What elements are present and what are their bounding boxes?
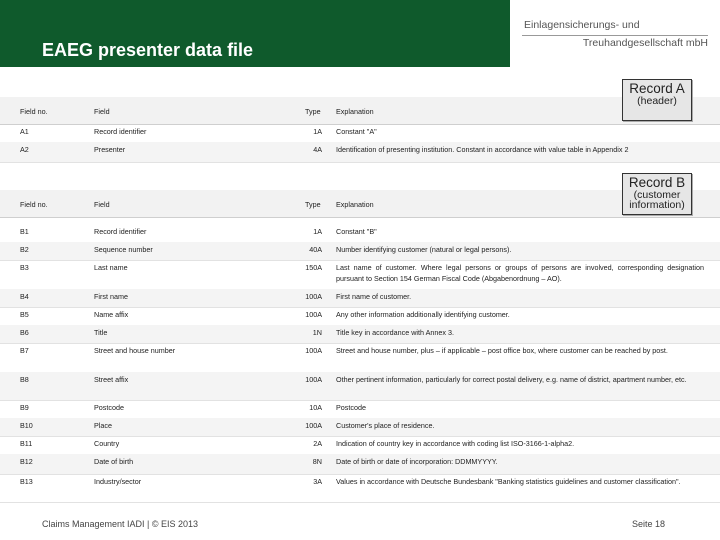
field-no-cell: B7 xyxy=(20,346,29,355)
field-cell: Name affix xyxy=(94,310,129,319)
column-header-field-no: Field no. xyxy=(20,107,48,116)
table-row xyxy=(0,454,720,475)
field-cell: Industry/sector xyxy=(94,477,142,486)
explanation-cell: First name of customer. xyxy=(336,292,412,301)
explanation-cell: Indication of country key in accordance with coding list ISO-3166-1-alpha2. xyxy=(336,439,575,448)
field-no-cell: A1 xyxy=(20,127,29,136)
field-cell: Sequence number xyxy=(94,245,153,254)
explanation-cell: Other pertinent information, particularly for correct postal delivery, e.g. name of district, apartment number, etc. xyxy=(336,375,687,384)
field-no-cell: B9 xyxy=(20,403,29,412)
explanation-cell: Title key in accordance with Annex 3. xyxy=(336,328,454,337)
table-row xyxy=(0,142,720,163)
field-no-cell: B2 xyxy=(20,245,29,254)
field-no-cell: B6 xyxy=(20,328,29,337)
field-cell: Street and house number xyxy=(94,346,176,355)
explanation-cell: Postcode xyxy=(336,403,366,412)
field-cell: Record identifier xyxy=(94,227,147,236)
type-cell: 40A xyxy=(309,245,322,254)
column-header-explanation: Explanation xyxy=(336,107,374,116)
field-cell: Postcode xyxy=(94,403,124,412)
record-a-subtitle: (header) xyxy=(637,95,677,107)
table-row xyxy=(0,418,720,437)
field-no-cell: B12 xyxy=(20,457,33,466)
column-header-type: Type xyxy=(305,200,321,209)
column-header-field: Field xyxy=(94,200,110,209)
type-cell: 1N xyxy=(312,328,322,337)
type-cell: 100A xyxy=(305,421,322,430)
field-cell: Date of birth xyxy=(94,457,134,466)
column-header-field: Field xyxy=(94,107,110,116)
record-b-subtitle: (customer information) xyxy=(629,189,685,211)
record-b-title: Record B xyxy=(628,175,686,190)
explanation-cell: Constant "B" xyxy=(336,227,377,236)
type-cell: 100A xyxy=(305,375,322,384)
table-row xyxy=(0,372,720,401)
explanation-cell: Street and house number, plus – if applicable – post office box, where customer can be reached by post. xyxy=(336,346,668,355)
table-row xyxy=(0,289,720,308)
type-cell: 100A xyxy=(305,310,322,319)
type-cell: 1A xyxy=(313,127,322,136)
field-no-cell: A2 xyxy=(20,145,29,154)
type-cell: 2A xyxy=(313,439,322,448)
field-cell: Title xyxy=(94,328,108,337)
type-cell: 1A xyxy=(313,227,322,236)
field-cell: Last name xyxy=(94,263,128,272)
table-row xyxy=(0,400,720,419)
company-logo xyxy=(522,14,710,50)
field-no-cell: B3 xyxy=(20,263,29,272)
type-cell: 3A xyxy=(313,477,322,486)
record-a-column-headers xyxy=(0,104,720,125)
record-b-column-headers xyxy=(0,197,720,218)
field-no-cell: B4 xyxy=(20,292,29,301)
table-row xyxy=(0,260,720,290)
type-cell: 100A xyxy=(305,292,322,301)
explanation-cell: Values in accordance with Deutsche Bundesbank "Banking statistics guidelines and customer classification". xyxy=(336,477,681,486)
type-cell: 150A xyxy=(305,263,322,272)
field-no-cell: B8 xyxy=(20,375,29,384)
field-no-cell: B11 xyxy=(20,439,33,448)
page-number: Seite 18 xyxy=(632,519,666,529)
explanation-cell: Last name of customer. Where legal persons or groups of persons are involved, corresponding designation pursuant to Section 154 German Fiscal Code (Abgabenordnung – AO). xyxy=(336,263,704,283)
table-row xyxy=(0,436,720,455)
column-header-explanation: Explanation xyxy=(336,200,374,209)
column-header-field-no: Field no. xyxy=(20,200,48,209)
table-row xyxy=(0,474,720,503)
type-cell: 10A xyxy=(309,403,322,412)
field-cell: Place xyxy=(94,421,112,430)
logo-line-1: Einlagensicherungs- und xyxy=(524,19,640,31)
field-cell: First name xyxy=(94,292,128,301)
field-no-cell: B1 xyxy=(20,227,29,236)
field-no-cell: B5 xyxy=(20,310,29,319)
explanation-cell: Any other information additionally identifying customer. xyxy=(336,310,510,319)
page-title: EAEG presenter data file xyxy=(42,40,254,60)
type-cell: 100A xyxy=(305,346,322,355)
type-cell: 4A xyxy=(313,145,322,154)
header-bar xyxy=(0,0,510,67)
record-a-title: Record A xyxy=(629,81,685,96)
table-row xyxy=(0,325,720,344)
explanation-cell: Constant "A" xyxy=(336,127,377,136)
column-header-type: Type xyxy=(305,107,321,116)
explanation-cell: Customer's place of residence. xyxy=(336,421,435,430)
field-cell: Record identifier xyxy=(94,127,147,136)
explanation-cell: Number identifying customer (natural or legal persons). xyxy=(336,245,512,254)
field-cell: Presenter xyxy=(94,145,126,154)
field-cell: Street affix xyxy=(94,375,129,384)
field-no-cell: B10 xyxy=(20,421,33,430)
field-no-cell: B13 xyxy=(20,477,33,486)
table-row xyxy=(0,242,720,261)
field-cell: Country xyxy=(94,439,120,448)
table-row xyxy=(0,343,720,373)
logo-rule xyxy=(522,35,708,36)
explanation-cell: Identification of presenting institution. Constant in accordance with value table in Appendix 2 xyxy=(336,145,629,154)
footer-copyright: Claims Management IADI | © EIS 2013 xyxy=(42,519,199,529)
type-cell: 8N xyxy=(312,457,322,466)
table-row xyxy=(0,307,720,326)
table-row xyxy=(0,224,720,243)
explanation-cell: Date of birth or date of incorporation: DDMMYYYY. xyxy=(336,457,498,466)
logo-line-2: Treuhandgesellschaft mbH xyxy=(582,37,708,49)
